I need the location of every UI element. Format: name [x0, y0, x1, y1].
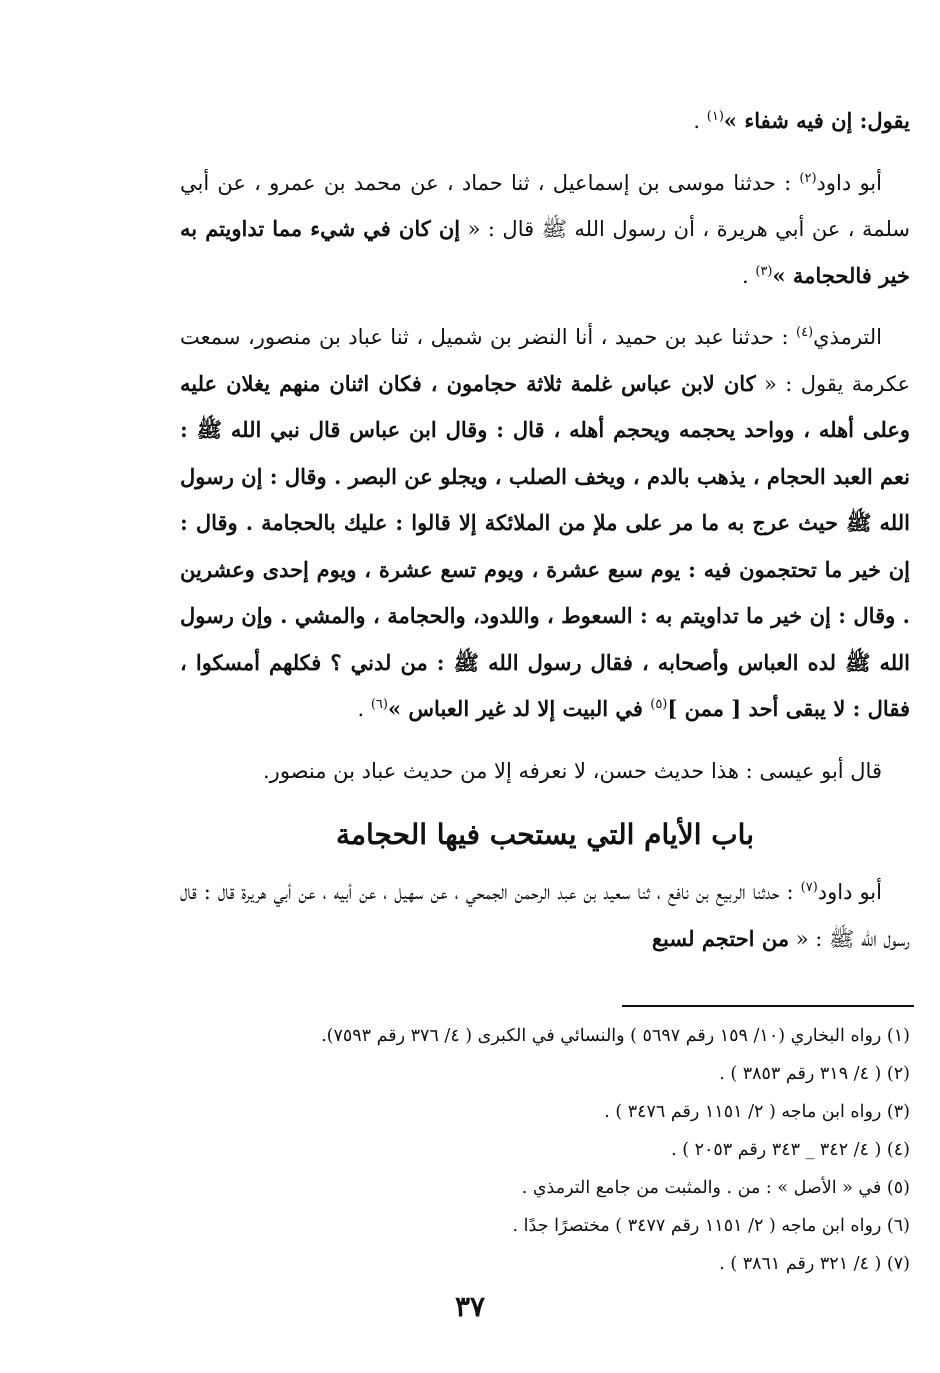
footnote-7: (٧) ( ٤/ ٣٢١ رقم ٣٨٦١ ) .: [719, 1254, 910, 1274]
footnote-ref: (٢): [799, 170, 817, 186]
main-text: [180, 98, 910, 978]
footnote-4: (٤) ( ٤/ ٣٤٢ _ ٣٤٣ رقم ٢٠٥٣ ) .: [671, 1140, 910, 1160]
paragraph-1: [180, 98, 910, 145]
footnote-3: (٣) رواه ابن ماجه ( ٢/ ١١٥١ رقم ٣٤٧٦ ) .: [604, 1102, 910, 1122]
footnote-2: (٢) ( ٤/ ٣١٩ رقم ٣٨٥٣ ) .: [719, 1064, 910, 1084]
paragraph-4: [180, 749, 910, 795]
source-name: أبو داود: [816, 170, 882, 195]
paragraph-3: [180, 315, 910, 733]
isnad-text: : حدثنا موسى بن إسماعيل ، ثنا حماد ، عن محمد بن عمرو ، عن أبي سلمة ، عن أبي هريرة ، أن رسول الله ﷺ قال : «: [180, 170, 910, 241]
footnote-ref: (١): [706, 109, 724, 124]
footnote-5: (٥) في « الأصل » : من . والمثبت من جامع الترمذي .: [521, 1178, 910, 1198]
source-name: أبو داود: [817, 880, 882, 904]
page-number: ٣٧: [454, 1290, 486, 1323]
hadith-text: كان لابن عباس غلمة ثلاثة حجامون ، فكان اثنان منهم يغلان عليه وعلى أهله ، وواحد يحجمه ويحجم أهله ، قال : وقال ابن عباس قال نبي الله ﷺ : نعم العبد الحجام ، يذهب بالدم ، ويخف الصلب ، ويجلو عن البصر . وقال : إن رسول الله ﷺ حيث عرج به ما مر على ملإ من الملائكة إلا قالوا : عليك بالحجامة . وقال : إن خير ما تحتجمون فيه : يوم سبع عشرة ، ويوم تسع عشرة ، ويوم إحدى وعشرين . وقال : إن خير ما تداويتم به : السعوط ، واللدود، والحجامة ، والمشي . وإن رسول الله ﷺ لده العباس وأصحابه ، فقال رسول الله ﷺ : من لدني ؟ فكلهم أمسكوا ، فقال : لا يبقى أحد [ ممن ]: [180, 370, 910, 721]
footnotes: [180, 1017, 910, 1283]
paragraph-tail: .: [357, 697, 371, 721]
paragraph-tail: .: [693, 109, 707, 133]
footnote-ref: (٣): [755, 263, 773, 279]
isnad-text: : حدثنا الربيع بن نافع ، ثنا سعيد بن عبد الرحمن الجمحي ، عن سهيل ، عن أبيه ، عن أبي هريرة قال : قال رسول الله ﷺ : «: [180, 880, 910, 951]
footnote-divider: [622, 1005, 914, 1007]
paragraph-2: [180, 161, 910, 300]
isnad-text: : حدثنا عبد بن حميد ، أنا النضر بن شميل ، ثنا عباد بن منصور، سمعت عكرمة يقول : «: [180, 325, 911, 396]
footnote-ref: (٥): [650, 697, 668, 712]
footnote-ref: (٦): [370, 697, 388, 712]
hadith-text: إن كان في شيء مما تداويتم به خير فالحجامة »: [180, 216, 910, 288]
quote-text: يقول: إن فيه شفاء »: [723, 108, 910, 133]
footnote-1: (١) رواه البخاري (١٠/ ١٥٩ رقم ٥٦٩٧ ) والنسائي في الكبرى ( ٤/ ٣٧٦ رقم ٧٥٩٣).: [321, 1026, 910, 1046]
source-name: الترمذي: [813, 325, 882, 349]
hadith-text-end: في البيت إلا لد غير العباس »: [387, 696, 651, 721]
commentary-text: قال أبو عيسى : هذا حديث حسن، لا نعرفه إلا من حديث عباد بن منصور.: [263, 758, 882, 783]
footnote-ref: (٧): [800, 880, 818, 895]
hadith-text: من احتجم لسبع: [651, 925, 790, 951]
footnote-6: (٦) رواه ابن ماجه ( ٢/ ١١٥١ رقم ٣٤٧٧ ) مختصرًا جدًا .: [512, 1216, 910, 1236]
footnote-ref: (٤): [795, 325, 814, 340]
paragraph-5: [180, 870, 910, 962]
paragraph-tail: .: [741, 263, 756, 288]
section-heading: باب الأيام التي يستحب فيها الحجامة: [336, 818, 754, 851]
